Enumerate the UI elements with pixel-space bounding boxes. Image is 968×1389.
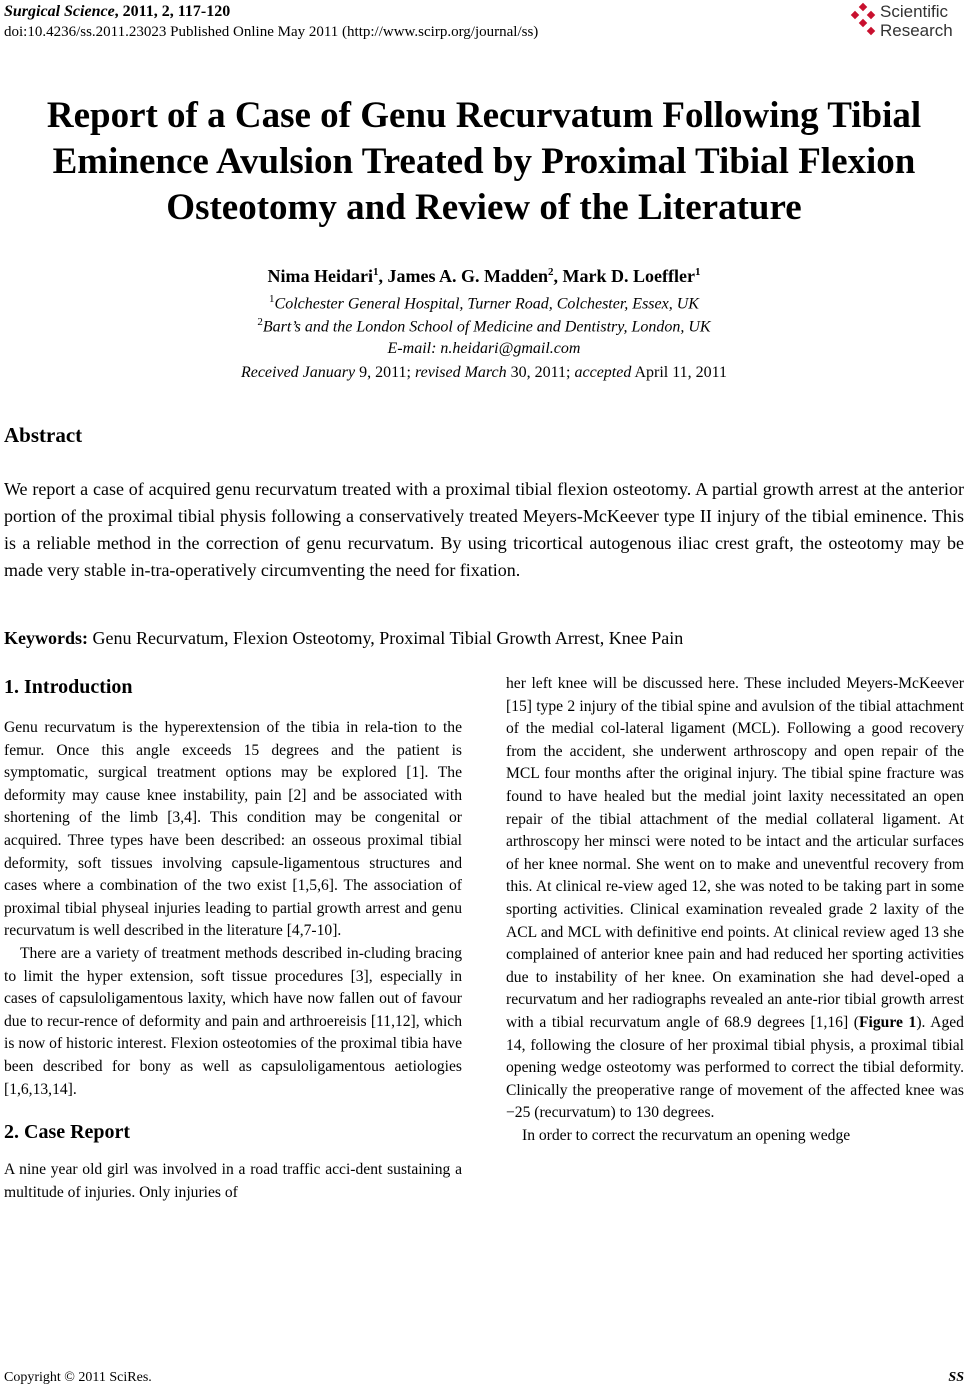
right-column (506, 673, 964, 1147)
abstract-text: We report a case of acquired genu recurvatum treated with a proximal tibial flexion osteotomy. A partial growth arrest at the anterior portion of the proximal tibial physis following a conservatively treated Meyers-McKeever type II injury of the tibial eminence. This is a reliable method in the correction of genu recurvatum. By using tricortical autogenous iliac crest graft, the osteotomy may be made very stable in-tra-operatively circumventing the need for fixation. (4, 479, 964, 580)
accepted-date: April 11, 2011 (634, 364, 728, 381)
affiliation-sup: 2 (257, 316, 263, 328)
keywords-list: Genu Recurvatum, Flexion Osteotomy, Proximal Tibial Growth Arrest, Knee Pain (92, 628, 684, 648)
publisher-logo (846, 2, 966, 42)
received-label: Received January (240, 364, 356, 381)
paragraph-text: ). Aged 14, following the closure of her proximal tibial physis, a proximal tibial opening wedge osteotomy was performed to correct the tibial deformity. Clinically the preoperative range of movement of the affected knee was −25 (recurvatum) to 130 degrees. (506, 1013, 964, 1122)
paragraph-text: her left knee will be discussed here. These included Meyers-McKeever [15] type 2 injury of the tibial spine and avulsion of the tibial attachment of the medial col-lateral ligament (MCL). Following a good recovery from the accident, she underwent arthroscopy and open repair of the MCL four months after the original injury. The tibial spine fracture was found to have healed but the medial joint laxity necessitated an open repair of the tibial attachment of the medial collateral ligament. At arthroscopy her minsci were noted to be intact and the articular surfaces of her knee normal. She went on to make and uneventful recovery from this. At clinical re-view aged 12, she was noted to be taking part in some sporting activities. Clinical examination revealed grade 2 laxity of the ACL and MCL with definitive end points. At clinical review aged 13 she complained of anterior knee pain and had reduced her sporting activities due to instability of her knee. On examination she had devel-oped a recurvatum and her radiographs revealed an ante-rior tibial growth arrest with a tibial recurvatum angle of 68.9 degrees [1,16] ( (506, 675, 964, 1031)
paragraph: Genu recurvatum is the hyperextension of the tibia in rela-tion to the femur. Once this angle exceeds 15 degrees and the patient is symptomatic, surgical treatment options may be explored [1]. The deformity may cause knee instability, pain [2] and be associated with shortening of the limb [3,4]. This condition may be congenital or acquired. Three types have been described: an osseous proximal tibial deformity, soft tissues involving capsule-ligamentous structures and cases where a combination of the two exist [1,5,6]. The association of proximal tibial physeal injuries leading to partial growth arrest and genu recurvatum is well described in the literature [4,7-10]. (4, 719, 462, 940)
author-list: Nima Heidari$^1$, James A. G. Madden$^2$, Mark D. Loeffler$^1$ (267, 266, 701, 286)
title-line: Osteotomy and Review of the Literature (166, 187, 802, 228)
title-line: Report of a Case of Genu Recurvatum Following Tibial (46, 95, 922, 136)
article-dates (0, 364, 968, 382)
paragraph: A nine year old girl was involved in a road traffic acci-dent sustaining a multitude of injuries. Only injuries of (4, 1161, 462, 1201)
affiliation-text: Bart’s and the London School of Medicine and Dentistry, London, UK (262, 318, 711, 336)
doi-line: doi:10.4236/ss.2011.23023 Published Online May 2011 (http://www.scirp.org/journal/ss) (4, 24, 539, 40)
author-affil-sup: 1 (694, 266, 701, 278)
affiliation-text: Colchester General Hospital, Turner Road, Colchester, Essex, UK (274, 295, 699, 313)
received-date: 9, 2011; (359, 364, 411, 381)
affiliation (0, 293, 968, 313)
logo-mark-icon (859, 3, 867, 11)
paper-title (0, 93, 968, 231)
logo-line-1: Scientific (880, 2, 949, 21)
keywords-label: Keywords: (4, 628, 88, 648)
affiliation (0, 316, 968, 336)
logo-text (880, 2, 953, 40)
author-name: Nima Heidari (267, 266, 374, 286)
title-line: Eminence Avulsion Treated by Proximal Tibial Flexion (52, 141, 916, 182)
section-heading-case-report: 2. Case Report (4, 1121, 131, 1144)
left-column (4, 673, 462, 1204)
author-name: Mark D. Loeffler (562, 266, 695, 286)
accepted-label: accepted (574, 364, 632, 381)
abstract-heading: Abstract (4, 423, 83, 447)
journal-volume: , 2011, 2, 117-120 (114, 3, 231, 20)
paragraph (506, 673, 964, 1125)
affiliation-sup: 1 (269, 293, 275, 305)
author-email: E-mail: n.heidari@gmail.com (387, 340, 581, 357)
keywords (4, 628, 683, 649)
paragraph: There are a variety of treatment methods described in-cluding bracing to limit the hyper extension, soft tissue procedures [3], especially in cases of capsuloligamentous laxity, which have now fallen out of favour due to recur-rence of deformity and pain and arthroereisis [11,12], which is now of historic interest. Flexion osteotomies of the proximal tibia have been described for bony as well as capsuloligamentous aetiologies [1,6,13,14]. (4, 944, 462, 1098)
section-heading-introduction: 1. Introduction (4, 676, 133, 698)
paragraph: In order to correct the recurvatum an opening wedge (522, 1126, 851, 1144)
logo-line-2: Research (880, 21, 953, 40)
journal-name: Surgical Science (4, 3, 115, 20)
logo-mark-icon (851, 11, 859, 19)
footer-copyright: Copyright © 2011 SciRes. (4, 1370, 152, 1385)
logo-mark-icon (867, 11, 875, 19)
journal-citation (4, 3, 230, 21)
revised-date: 30, 2011; (510, 364, 571, 381)
author-name: James A. G. Madden (387, 266, 549, 286)
figure-reference: Figure 1 (859, 1013, 917, 1031)
author-affil-sup: 2 (548, 266, 554, 278)
logo-mark-icon (867, 27, 875, 35)
author-affil-sup: 1 (373, 266, 379, 278)
revised-label: revised March (414, 364, 507, 381)
logo-mark-icon (859, 19, 867, 27)
footer-journal-abbr: SS (948, 1370, 964, 1385)
